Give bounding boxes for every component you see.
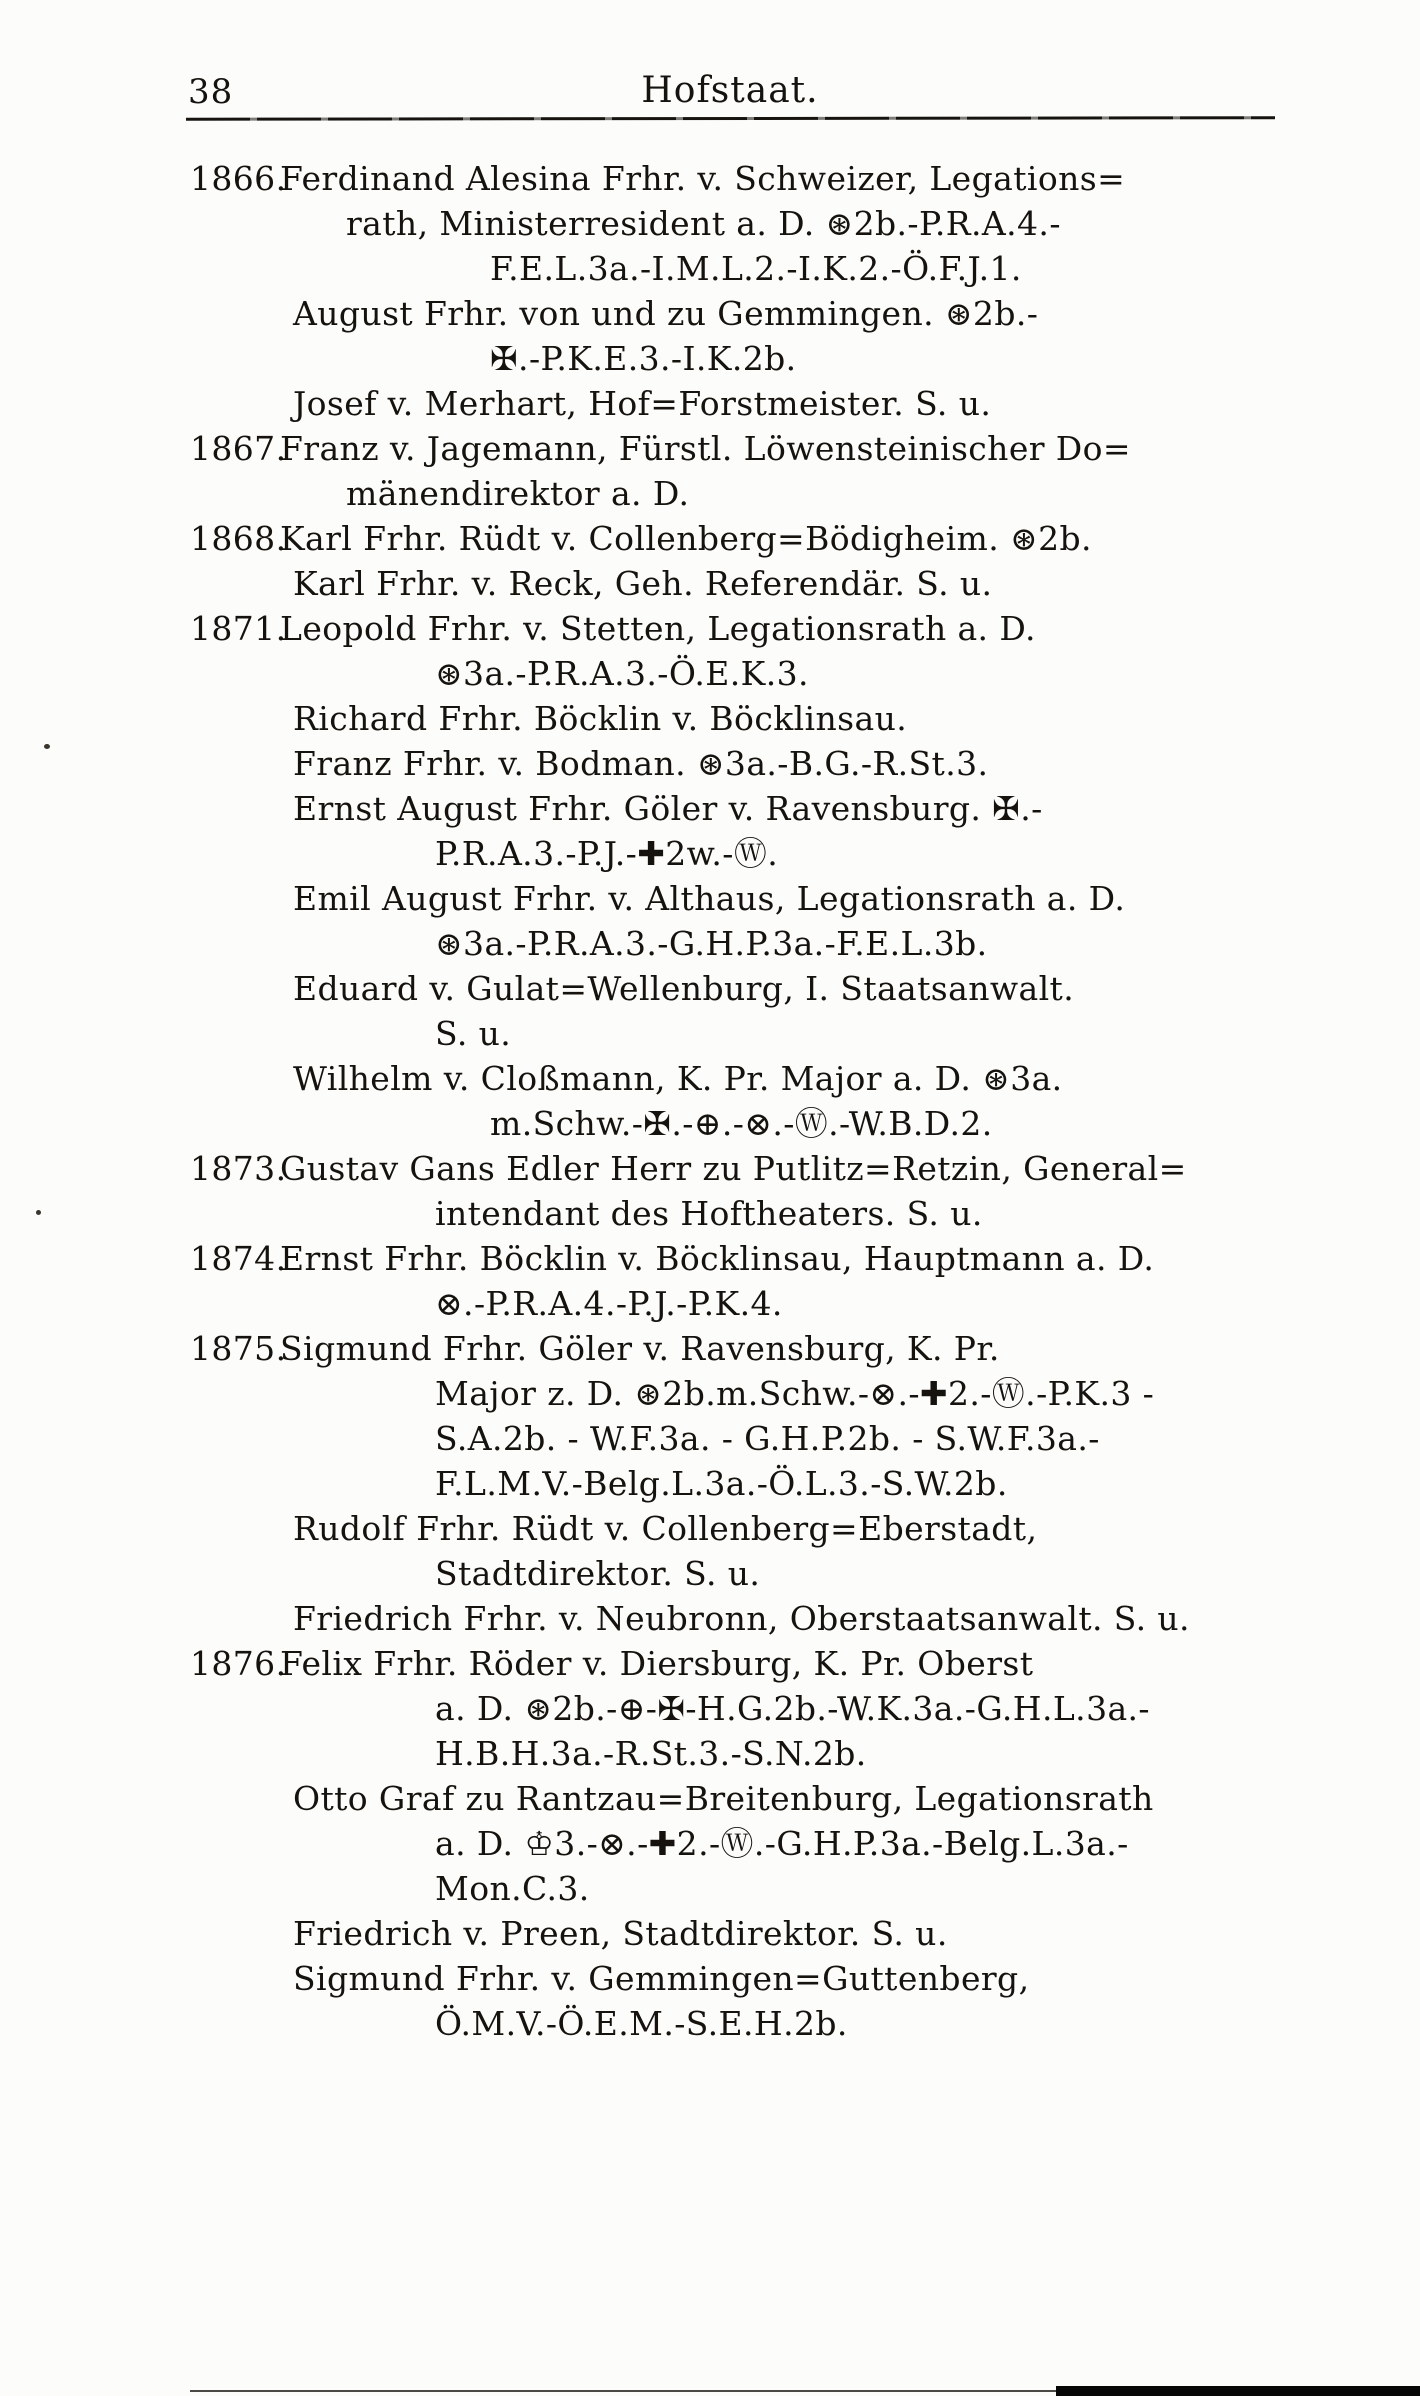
- text-line: [190, 1101, 1300, 1146]
- entry-text: Stadtdirektor. S. u.: [435, 1554, 761, 1593]
- entry-year: 1873.: [190, 1149, 287, 1188]
- entry-year: 1866.: [190, 159, 287, 198]
- entry-text: a. D. ♔3.-⊗.-✚2.-Ⓦ.-G.H.P.3a.-Belg.L.3a.-: [435, 1824, 1129, 1863]
- entry-text: H.B.H.3a.-R.St.3.-S.N.2b.: [435, 1734, 867, 1773]
- text-line: [190, 741, 1300, 786]
- text-line: [190, 516, 1300, 561]
- entry-text: S.A.2b. - W.F.3a. - G.H.P.2b. - S.W.F.3a.-: [435, 1419, 1100, 1458]
- text-line: [190, 1641, 1300, 1686]
- entry-text: Friedrich v. Preen, Stadtdirektor. S. u.: [293, 1914, 948, 1953]
- entry-text: Ö.M.V.-Ö.E.M.-S.E.H.2b.: [435, 2004, 848, 2043]
- text-line: [190, 921, 1300, 966]
- text-line: [190, 1236, 1300, 1281]
- entry-text: Karl Frhr. Rüdt v. Collenberg=Bödigheim. ⊛2b.: [280, 519, 1092, 558]
- scan-artifact-line: [190, 2390, 1062, 2392]
- text-line: [190, 1461, 1300, 1506]
- text-line: [190, 786, 1300, 831]
- entry-text: Rudolf Frhr. Rüdt v. Collenberg=Eberstadt,: [293, 1509, 1038, 1548]
- text-line: [190, 696, 1300, 741]
- entry-text: Karl Frhr. v. Reck, Geh. Referendär. S. u.: [293, 564, 993, 603]
- text-line: [190, 876, 1300, 921]
- entry-text: F.E.L.3a.-I.M.L.2.-I.K.2.-Ö.F.J.1.: [490, 249, 1022, 288]
- text-line: [190, 1281, 1300, 1326]
- entry-year: 1867.: [190, 429, 287, 468]
- text-line: [190, 246, 1300, 291]
- entry-text: a. D. ⊛2b.-⊕-✠-H.G.2b.-W.K.3a.-G.H.L.3a.-: [435, 1689, 1150, 1728]
- text-line: [190, 156, 1300, 201]
- scan-artifact-bar: [1056, 2386, 1420, 2396]
- entry-text: Sigmund Frhr. Göler v. Ravensburg, K. Pr.: [280, 1329, 1000, 1368]
- text-line: [190, 1911, 1300, 1956]
- entry-text: Gustav Gans Edler Herr zu Putlitz=Retzin, General=: [280, 1149, 1187, 1188]
- entry-text: F.L.M.V.-Belg.L.3a.-Ö.L.3.-S.W.2b.: [435, 1464, 1008, 1503]
- text-line: [190, 1506, 1300, 1551]
- entry-text: ⊛3a.-P.R.A.3.-Ö.E.K.3.: [435, 654, 809, 693]
- entry-year: 1868.: [190, 519, 287, 558]
- entry-text: ⊗.-P.R.A.4.-P.J.-P.K.4.: [435, 1284, 783, 1323]
- text-line: [190, 1551, 1300, 1596]
- text-line: [190, 2001, 1300, 2046]
- entry-text: Eduard v. Gulat=Wellenburg, I. Staatsanwalt.: [293, 969, 1075, 1008]
- entry-year: 1875.: [190, 1329, 287, 1368]
- text-line: [190, 651, 1300, 696]
- text-line: [190, 471, 1300, 516]
- entry-text: Sigmund Frhr. v. Gemmingen=Guttenberg,: [293, 1959, 1030, 1998]
- entry-year: 1871.: [190, 609, 287, 648]
- text-line: [190, 1416, 1300, 1461]
- entry-year: 1874.: [190, 1239, 287, 1278]
- text-line: [190, 291, 1300, 336]
- entry-text: Franz Frhr. v. Bodman. ⊛3a.-B.G.-R.St.3.: [293, 744, 989, 783]
- entry-text: Mon.C.3.: [435, 1869, 590, 1908]
- entry-text: S. u.: [435, 1014, 512, 1053]
- entry-text: Franz v. Jagemann, Fürstl. Löwensteinischer Do=: [280, 429, 1131, 468]
- entry-text: ⊛3a.-P.R.A.3.-G.H.P.3a.-F.E.L.3b.: [435, 924, 988, 963]
- entry-text: Otto Graf zu Rantzau=Breitenburg, Legationsrath: [293, 1779, 1154, 1818]
- entry-text: P.R.A.3.-P.J.-✚2w.-Ⓦ.: [435, 834, 779, 873]
- text-line: [190, 1191, 1300, 1236]
- text-line: [190, 201, 1300, 246]
- entry-text: Wilhelm v. Cloßmann, K. Pr. Major a. D. ⊛3a.: [293, 1059, 1063, 1098]
- entry-text: Major z. D. ⊛2b.m.Schw.-⊗.-✚2.-Ⓦ.-P.K.3 -: [435, 1374, 1155, 1413]
- entry-text: Ernst August Frhr. Göler v. Ravensburg. ✠.-: [293, 789, 1043, 828]
- entry-text: Friedrich Frhr. v. Neubronn, Oberstaatsanwalt. S. u.: [293, 1599, 1190, 1638]
- text-line: [190, 1956, 1300, 2001]
- text-line: [190, 1731, 1300, 1776]
- entry-text: Richard Frhr. Böcklin v. Böcklinsau.: [293, 699, 908, 738]
- text-line: [190, 831, 1300, 876]
- entry-text: Ernst Frhr. Böcklin v. Böcklinsau, Hauptmann a. D.: [280, 1239, 1155, 1278]
- text-line: [190, 336, 1300, 381]
- entry-text: m.Schw.-✠.-⊕.-⊗.-Ⓦ.-W.B.D.2.: [490, 1104, 993, 1143]
- text-line: [190, 381, 1300, 426]
- entry-text: rath, Ministerresident a. D. ⊛2b.-P.R.A.4.-: [346, 204, 1061, 243]
- text-line: [190, 426, 1300, 471]
- page-number: 38: [188, 72, 234, 112]
- entry-text: mänendirektor a. D.: [346, 474, 690, 513]
- entry-text: Ferdinand Alesina Frhr. v. Schweizer, Legations=: [280, 159, 1126, 198]
- entry-year: 1876.: [190, 1644, 287, 1683]
- entry-text: August Frhr. von und zu Gemmingen. ⊛2b.-: [293, 294, 1039, 333]
- text-line: [190, 1866, 1300, 1911]
- text-line: [190, 1056, 1300, 1101]
- scan-speck: [44, 744, 50, 749]
- header-rule: [186, 116, 1275, 121]
- text-line: [190, 1371, 1300, 1416]
- page-title: Hofstaat.: [641, 70, 819, 111]
- text-line: [190, 1146, 1300, 1191]
- text-line: [190, 1596, 1300, 1641]
- text-line: [190, 1326, 1300, 1371]
- text-line: [190, 1821, 1300, 1866]
- text-line: [190, 1776, 1300, 1821]
- text-line: [190, 561, 1300, 606]
- entry-text: Felix Frhr. Röder v. Diersburg, K. Pr. Oberst: [280, 1644, 1034, 1683]
- running-head: [186, 70, 1274, 114]
- scan-speck: [36, 1210, 41, 1215]
- entry-text: Leopold Frhr. v. Stetten, Legationsrath a. D.: [280, 609, 1036, 648]
- text-line: [190, 606, 1300, 651]
- text-block: [190, 156, 1300, 2046]
- entry-text: intendant des Hoftheaters. S. u.: [435, 1194, 983, 1233]
- entry-text: Josef v. Merhart, Hof=Forstmeister. S. u.: [293, 384, 992, 423]
- text-line: [190, 966, 1300, 1011]
- entry-text: Emil August Frhr. v. Althaus, Legationsrath a. D.: [293, 879, 1126, 918]
- text-line: [190, 1686, 1300, 1731]
- text-line: [190, 1011, 1300, 1056]
- entry-text: ✠.-P.K.E.3.-I.K.2b.: [490, 339, 797, 378]
